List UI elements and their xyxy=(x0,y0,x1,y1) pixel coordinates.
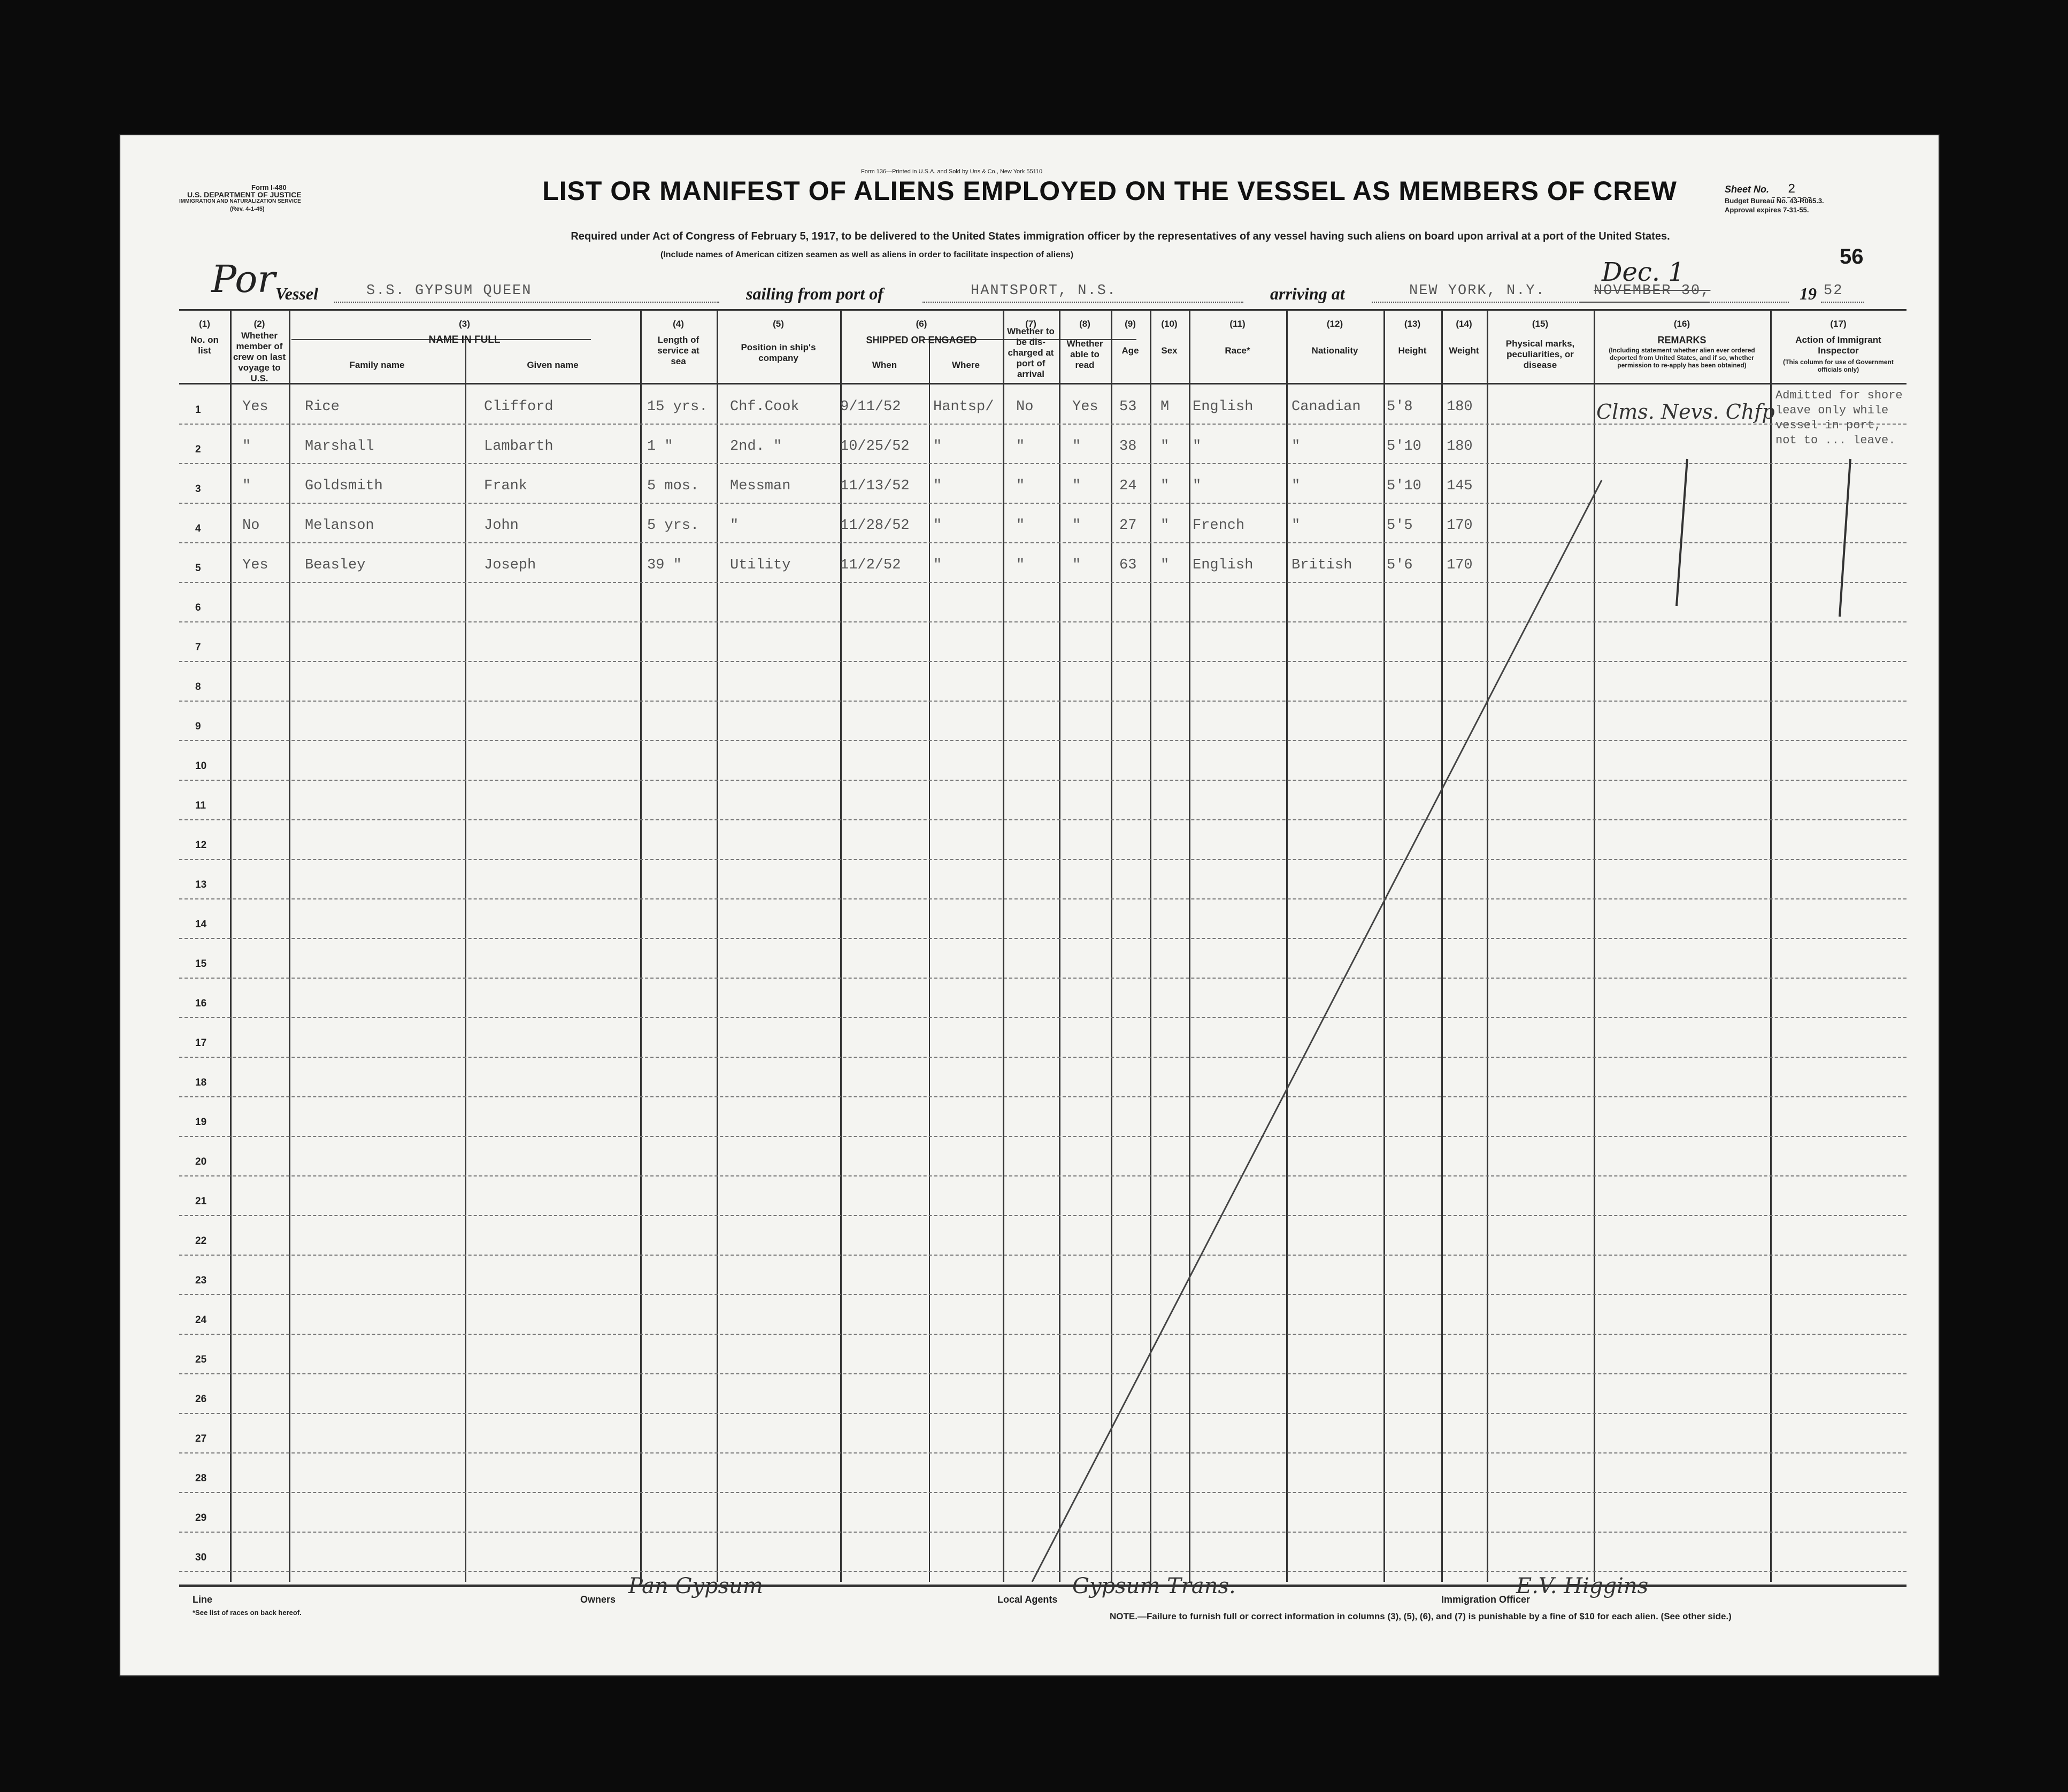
row-when: 11/2/52 xyxy=(840,557,901,573)
row-number: 12 xyxy=(195,840,207,851)
row-nationality: Canadian xyxy=(1291,399,1361,415)
header-position: Position in ship's company xyxy=(741,342,816,363)
header-where: Where xyxy=(952,360,980,370)
col-num-15: (15) xyxy=(1532,319,1549,329)
row-number: 21 xyxy=(195,1196,207,1207)
row-nationality: " xyxy=(1291,439,1301,455)
row-position: Chf.Cook xyxy=(730,399,799,415)
header-inspector-note: (This column for use of Government officials only) xyxy=(1783,358,1894,373)
row-weight: 145 xyxy=(1447,478,1473,494)
row-discharged: " xyxy=(1016,518,1025,534)
header-remarks: REMARKS xyxy=(1657,335,1706,345)
row-height: 5'8 xyxy=(1387,399,1413,415)
sheet-number xyxy=(1725,182,1811,197)
row-number: 26 xyxy=(195,1394,207,1405)
row-last-voyage: No xyxy=(242,518,260,534)
row-able-to-read: " xyxy=(1072,557,1081,573)
row-nationality: " xyxy=(1291,478,1301,494)
subtitle-note: (Include names of American citizen seamen as well as aliens in order to facilitate inspection of aliens) xyxy=(660,250,1074,259)
line-label: Line xyxy=(193,1594,213,1605)
row-age: 53 xyxy=(1119,399,1137,415)
page-number: 56 xyxy=(1840,245,1864,268)
year-suffix: 52 xyxy=(1824,283,1843,299)
officer-label: Immigration Officer xyxy=(1441,1594,1531,1605)
row-family-name: Melanson xyxy=(305,518,374,534)
row-height: 5'10 xyxy=(1387,439,1421,455)
header-shipped: SHIPPED OR ENGAGED xyxy=(866,335,977,345)
row-nationality: " xyxy=(1291,518,1301,534)
col-num-14: (14) xyxy=(1456,319,1472,329)
agents-signature: Gypsum Trans. xyxy=(1072,1574,1236,1598)
form-id: Form I-480 xyxy=(251,183,287,191)
row-position: Messman xyxy=(730,478,791,494)
row-number: 15 xyxy=(195,958,207,970)
row-number: 20 xyxy=(195,1156,207,1167)
row-race: English xyxy=(1193,399,1254,415)
row-given-name: Frank xyxy=(484,478,528,494)
subtitle: Required under Act of Congress of February 5, 1917, to be delivered to the United States immigration officer by the representatives of any vessel having such aliens on board upon arrival at a port of the United States. xyxy=(571,230,1670,242)
row-number: 19 xyxy=(195,1117,207,1128)
row-number: 3 xyxy=(195,483,201,495)
col-num-6: (6) xyxy=(916,319,927,329)
arriving-label: arriving at xyxy=(1270,284,1345,303)
row-service-length: 5 yrs. xyxy=(647,518,699,534)
header-physical-marks: Physical marks, peculiarities, or disease xyxy=(1505,339,1575,370)
row-age: 27 xyxy=(1119,518,1137,534)
col-num-9: (9) xyxy=(1125,319,1136,329)
row-number: 11 xyxy=(195,800,206,811)
row-number: 24 xyxy=(195,1314,207,1326)
row-last-voyage: Yes xyxy=(242,399,268,415)
row-able-to-read: Yes xyxy=(1072,399,1098,415)
row-able-to-read: " xyxy=(1072,518,1081,534)
row-number: 1 xyxy=(195,404,201,416)
row-last-voyage: Yes xyxy=(242,557,268,573)
col-num-3: (3) xyxy=(459,319,470,329)
row-number: 29 xyxy=(195,1512,207,1524)
row-position: Utility xyxy=(730,557,791,573)
row-nationality: British xyxy=(1291,557,1352,573)
row-family-name: Marshall xyxy=(305,439,374,455)
department: U.S. DEPARTMENT OF JUSTICE xyxy=(187,190,302,199)
year-prefix: 19 xyxy=(1800,284,1817,303)
row-able-to-read: " xyxy=(1072,478,1081,494)
row-last-voyage: " xyxy=(242,439,251,455)
row-weight: 180 xyxy=(1447,439,1473,455)
row-number: 23 xyxy=(195,1275,207,1286)
row-weight: 180 xyxy=(1447,399,1473,415)
officer-signature: E.V. Higgins xyxy=(1516,1574,1649,1598)
approval-expires: Approval expires 7-31-55. xyxy=(1725,206,1809,214)
row-sex: " xyxy=(1160,439,1170,455)
row-when: 9/11/52 xyxy=(840,399,901,415)
row-race: " xyxy=(1193,478,1202,494)
row-race: French xyxy=(1193,518,1245,534)
header-no-on-list: No. on list xyxy=(190,335,219,356)
row-number: 30 xyxy=(195,1552,207,1563)
row-sex: " xyxy=(1160,518,1170,534)
col-num-16: (16) xyxy=(1673,319,1690,329)
row-number: 18 xyxy=(195,1077,207,1088)
row-discharged: No xyxy=(1016,399,1034,415)
header-length-service: Length of service at sea xyxy=(657,335,699,366)
row-weight: 170 xyxy=(1447,518,1473,534)
row-age: 24 xyxy=(1119,478,1137,494)
row-sex: M xyxy=(1160,399,1170,415)
row-sex: " xyxy=(1160,478,1170,494)
row-number: 16 xyxy=(195,998,207,1009)
port-to: NEW YORK, N.Y. xyxy=(1409,283,1546,299)
owners-signature: Pan Gypsum xyxy=(628,1574,763,1598)
row-given-name: Joseph xyxy=(484,557,536,573)
col-num-2: (2) xyxy=(253,319,265,329)
row-weight: 170 xyxy=(1447,557,1473,573)
row-given-name: Clifford xyxy=(484,399,553,415)
header-inspector: Action of Immigrant Inspector xyxy=(1795,335,1881,356)
row-when: 11/28/52 xyxy=(840,518,910,534)
races-note: *See list of races on back hereof. xyxy=(193,1609,302,1617)
header-sex: Sex xyxy=(1161,345,1178,356)
row-height: 5'5 xyxy=(1387,518,1413,534)
row-number: 22 xyxy=(195,1235,207,1247)
row-family-name: Rice xyxy=(305,399,340,415)
header-weight: Weight xyxy=(1449,345,1479,356)
agents-label: Local Agents xyxy=(997,1594,1058,1605)
header-discharged: Whether to be dis-charged at port of arrival xyxy=(1007,326,1055,379)
penalty-note: NOTE.—Failure to furnish full or correct information in columns (3), (5), (6), and (7) is punishable by a fine of $10 for each alien. (See other side.) xyxy=(1110,1611,1732,1621)
por-annotation: Por xyxy=(211,257,275,301)
row-able-to-read: " xyxy=(1072,439,1081,455)
row-where: " xyxy=(933,518,942,534)
row-race: English xyxy=(1193,557,1254,573)
owners-label: Owners xyxy=(580,1594,616,1605)
row-age: 63 xyxy=(1119,557,1137,573)
row-family-name: Beasley xyxy=(305,557,366,573)
service: IMMIGRATION AND NATURALIZATION SERVICE xyxy=(179,198,301,204)
date-handwritten: Dec. 1 xyxy=(1602,257,1685,287)
col-num-13: (13) xyxy=(1404,319,1421,329)
row-discharged: " xyxy=(1016,557,1025,573)
header-nationality: Nationality xyxy=(1311,345,1358,356)
col-num-5: (5) xyxy=(773,319,784,329)
header-last-voyage: Whether member of crew on last voyage to U.S. xyxy=(233,330,286,383)
row-service-length: 5 mos. xyxy=(647,478,699,494)
sheet-label: Sheet No. xyxy=(1725,184,1770,195)
col-num-1: (1) xyxy=(199,319,210,329)
row-where: " xyxy=(933,478,942,494)
col-num-4: (4) xyxy=(673,319,684,329)
row-number: 2 xyxy=(195,444,201,455)
rev: (Rev. 4-1-45) xyxy=(230,206,265,212)
header-when: When xyxy=(872,360,897,370)
vessel-line xyxy=(211,257,1885,305)
vessel-name: S.S. GYPSUM QUEEN xyxy=(366,283,532,299)
sailing-label: sailing from port of xyxy=(746,284,883,303)
header-age: Age xyxy=(1121,345,1139,356)
row-number: 7 xyxy=(195,642,201,653)
vessel-label: Vessel xyxy=(275,284,318,303)
header-able-to-read: Whether able to read xyxy=(1066,339,1103,370)
header-given-name: Given name xyxy=(527,360,579,370)
row-number: 10 xyxy=(195,760,207,772)
row-discharged: " xyxy=(1016,439,1025,455)
row-where: Hantsp/ xyxy=(933,399,994,415)
col-num-10: (10) xyxy=(1161,319,1178,329)
budget-bureau: Budget Bureau No. 43-R065.3. xyxy=(1725,197,1824,205)
inspector-note: Admitted for shore leave only while vessel in port, not to ... leave. xyxy=(1775,389,1903,447)
row-height: 5'6 xyxy=(1387,557,1413,573)
cancellation-lines xyxy=(179,309,1906,1582)
sheet-value: 2 xyxy=(1772,182,1811,198)
row-number: 8 xyxy=(195,681,201,693)
col-num-12: (12) xyxy=(1326,319,1343,329)
row-number: 27 xyxy=(195,1433,207,1444)
header-height: Height xyxy=(1398,345,1427,356)
col-num-17: (17) xyxy=(1830,319,1847,329)
header-family-name: Family name xyxy=(349,360,405,370)
row-number: 4 xyxy=(195,523,201,534)
row-position: " xyxy=(730,518,739,534)
port-from: HANTSPORT, N.S. xyxy=(971,283,1117,299)
row-service-length: 39 " xyxy=(647,557,682,573)
manifest-sheet xyxy=(120,135,1939,1675)
row-height: 5'10 xyxy=(1387,478,1421,494)
row-where: " xyxy=(933,557,942,573)
row-service-length: 1 " xyxy=(647,439,673,455)
row-last-voyage: " xyxy=(242,478,251,494)
printer-note: Form 136—Printed in U.S.A. and Sold by Uns & Co., New York 55110 xyxy=(861,168,1043,175)
row-where: " xyxy=(933,439,942,455)
col-num-8: (8) xyxy=(1079,319,1090,329)
row-number: 13 xyxy=(195,879,207,890)
row-number: 9 xyxy=(195,721,201,732)
row-discharged: " xyxy=(1016,478,1025,494)
remarks-handwritten: Clms. Nevs. Chfp xyxy=(1596,400,1775,424)
row-given-name: John xyxy=(484,518,519,534)
row-family-name: Goldsmith xyxy=(305,478,383,494)
row-number: 28 xyxy=(195,1473,207,1484)
row-number: 6 xyxy=(195,602,201,613)
col-num-11: (11) xyxy=(1229,319,1246,329)
row-age: 38 xyxy=(1119,439,1137,455)
row-service-length: 15 yrs. xyxy=(647,399,708,415)
page-title: LIST OR MANIFEST OF ALIENS EMPLOYED ON THE VESSEL AS MEMBERS OF CREW xyxy=(542,176,1677,206)
row-number: 25 xyxy=(195,1354,207,1365)
row-position: 2nd. " xyxy=(730,439,782,455)
row-number: 5 xyxy=(195,563,201,574)
row-number: 17 xyxy=(195,1037,207,1049)
row-race: " xyxy=(1193,439,1202,455)
row-sex: " xyxy=(1160,557,1170,573)
col-num-7: (7) xyxy=(1025,319,1036,329)
header-remarks-note: (Including statement whether alien ever ordered deported from United States, and if so, whether permission to re-apply has been obtained) xyxy=(1609,347,1755,369)
crew-table xyxy=(179,309,1906,1582)
row-when: 10/25/52 xyxy=(840,439,910,455)
row-number: 14 xyxy=(195,919,207,930)
row-when: 11/13/52 xyxy=(840,478,910,494)
header-name-in-full: NAME IN FULL xyxy=(428,334,501,345)
date-typed: NOVEMBER 30, xyxy=(1594,283,1711,299)
header-race: Race* xyxy=(1225,345,1250,356)
row-given-name: Lambarth xyxy=(484,439,553,455)
